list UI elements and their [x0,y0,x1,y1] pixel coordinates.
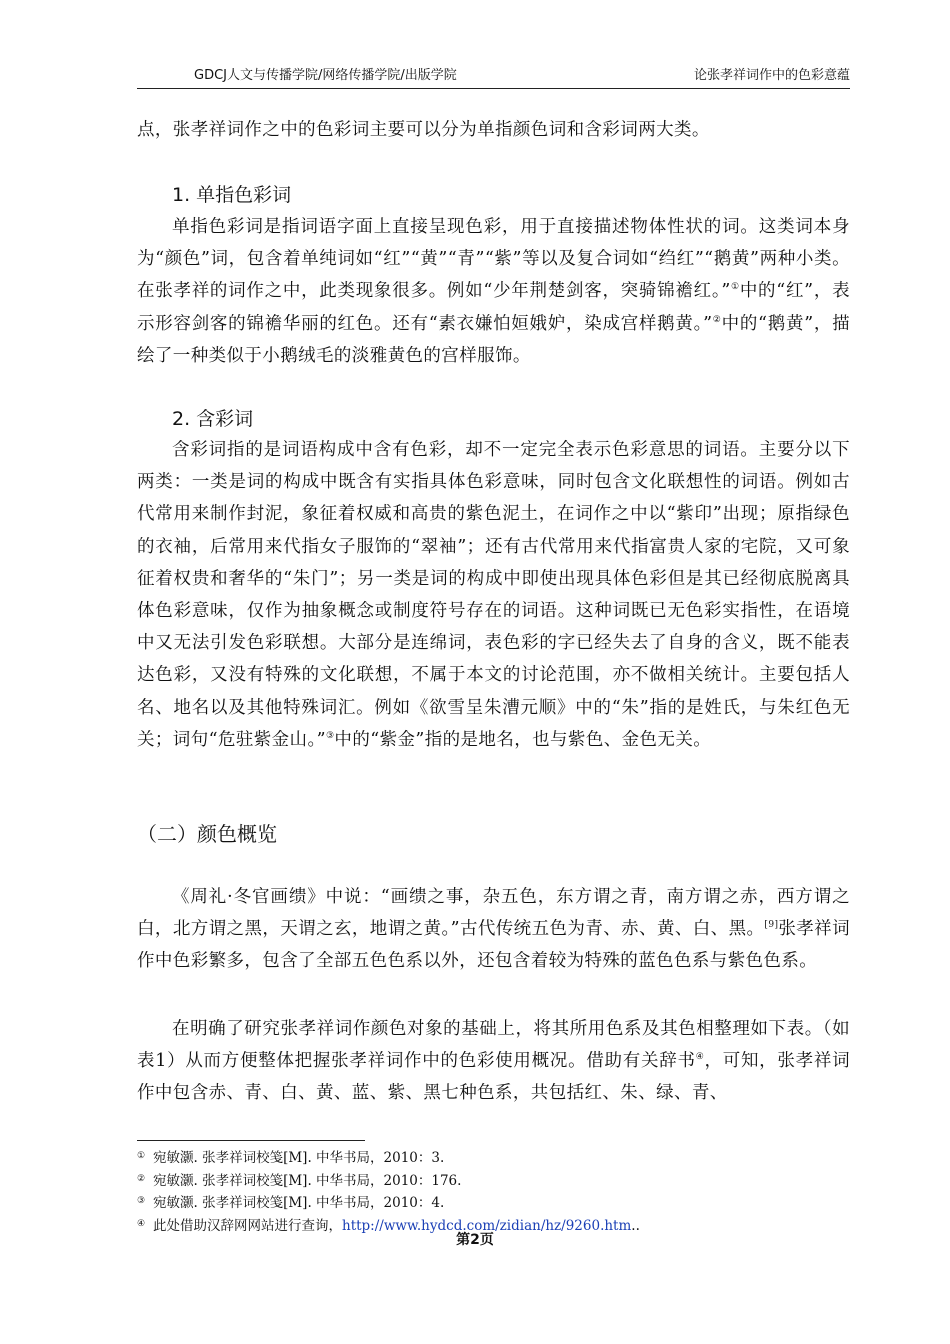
footnote-ref[interactable]: ② [712,314,722,325]
page-header [137,66,850,89]
paragraph-single-color-words: 单指色彩词是指词语字面上直接呈现色彩，用于直接描述物体性状的词。这类词本身为“颜色”词，包含着单纯词如“红”“黄”“青”“紫”等以及复合词如“绉红”“鹅黄”两种小类。在张孝祥的词作之中，此类现象很多。例如“少年荆楚剑客，突骑锦襜红。”①中的“红”，表示形容剑客的锦襜华丽的红色。还有“素衣嫌怕姮娥妒，染成宫样鹅黄。”②中的“鹅黄”，描绘了一种类似于小鹅绒毛的淡雅黄色的宫样服饰。 [137,217,851,366]
hydcd-link[interactable]: http://www.hydcd.com/zidian/hz/9260.htm [342,1217,632,1234]
footnote-ref[interactable]: ① [730,282,740,293]
header-institution: GDCJ人文与传播学院/网络传播学院/出版学院 [194,68,457,83]
footnote-item: ③ 宛敏灏. 张孝祥词校笺[M]. 中华书局，2010：4. [137,1195,445,1211]
footnote-item: ④ 此处借助汉辞网网站进行查询，http://www.hydcd.com/zidian/hz/9260.htm.. [137,1217,640,1234]
section-heading-single-color-words: 1. 单指色彩词 [172,184,292,206]
footnote-ref[interactable]: ③ [325,730,335,741]
footnotes [137,1146,850,1236]
intro-paragraph: 点，张孝祥词作之中的色彩词主要可以分为单指颜色词和含彩词两大类。 [137,120,710,140]
footnote-ref[interactable]: ④ [695,1052,705,1063]
section-heading-color-overview: （二）颜色概览 [137,822,277,846]
paragraph-zhouli-five-colors: 《周礼·冬官画缋》中说：“画缋之事，杂五色，东方谓之青，南方谓之赤，西方谓之白，北方谓之黑，天谓之玄，地谓之黄。”古代传统五色为青、赤、黄、白、黑。[9]张孝祥词作中色彩繁多，包含了全部五色色系以外，还包含着较为特殊的蓝色色系与紫色色系。 [137,887,850,972]
footnote-item: ① 宛敏灏. 张孝祥词校笺[M]. 中华书局，2010：3. [137,1150,445,1166]
footnote-divider [137,1140,365,1141]
page-number: 第2页 [456,1232,494,1248]
reference-ref[interactable]: [9] [764,920,779,931]
header-paper-title: 论张孝祥词作中的色彩意蕴 [693,68,850,83]
paragraph-color-containing-words: 含彩词指的是词语构成中含有色彩，却不一定完全表示色彩意思的词语。主要分以下两类：一类是词的构成中既含有实指具体色彩意味，同时包含文化联想性的词语。例如古代常用来制作封泥，象征着权威和高贵的紫色泥土，在词作之中以“紫印”出现；原指绿色的衣袖，后常用来代指女子服饰的“翠袖”；还有古代常用来代指富贵人家的宅院，又可象征着权贵和奢华的“朱门”；另一类是词的构成中即使出现具体色彩但是其已经彻底脱离具体色彩意味，仅作为抽象概念或制度符号存在的词语。这种词既已无色彩实指性，在语境中又无法引发色彩联想。大部分是连绵词，表色彩的字已经失去了自身的含义，既不能表达色彩，又没有特殊的文化联想，不属于本文的讨论范围，亦不做相关统计。主要包括人名、地名以及其他特殊词汇。例如《欲雪呈朱漕元顺》中的“朱”指的是姓氏，与朱红色无关；词句“危驻紫金山。”③中的“紫金”指的是地名，也与紫色、金色无关。 [137,440,850,750]
section-heading-color-containing-words: 2. 含彩词 [172,408,254,430]
footnote-item: ② 宛敏灏. 张孝祥词校笺[M]. 中华书局，2010：176. [137,1172,462,1189]
paragraph-color-systems-summary: 在明确了研究张孝祥词作颜色对象的基础上，将其所用色系及其色相整理如下表。（如表1）从而方便整体把握张孝祥词作中的色彩使用概况。借助有关辞书④，可知，张孝祥词作中包含赤、青、白、黄、蓝、紫、黑七种色系，共包括红、朱、绿、青、 [137,1019,850,1104]
